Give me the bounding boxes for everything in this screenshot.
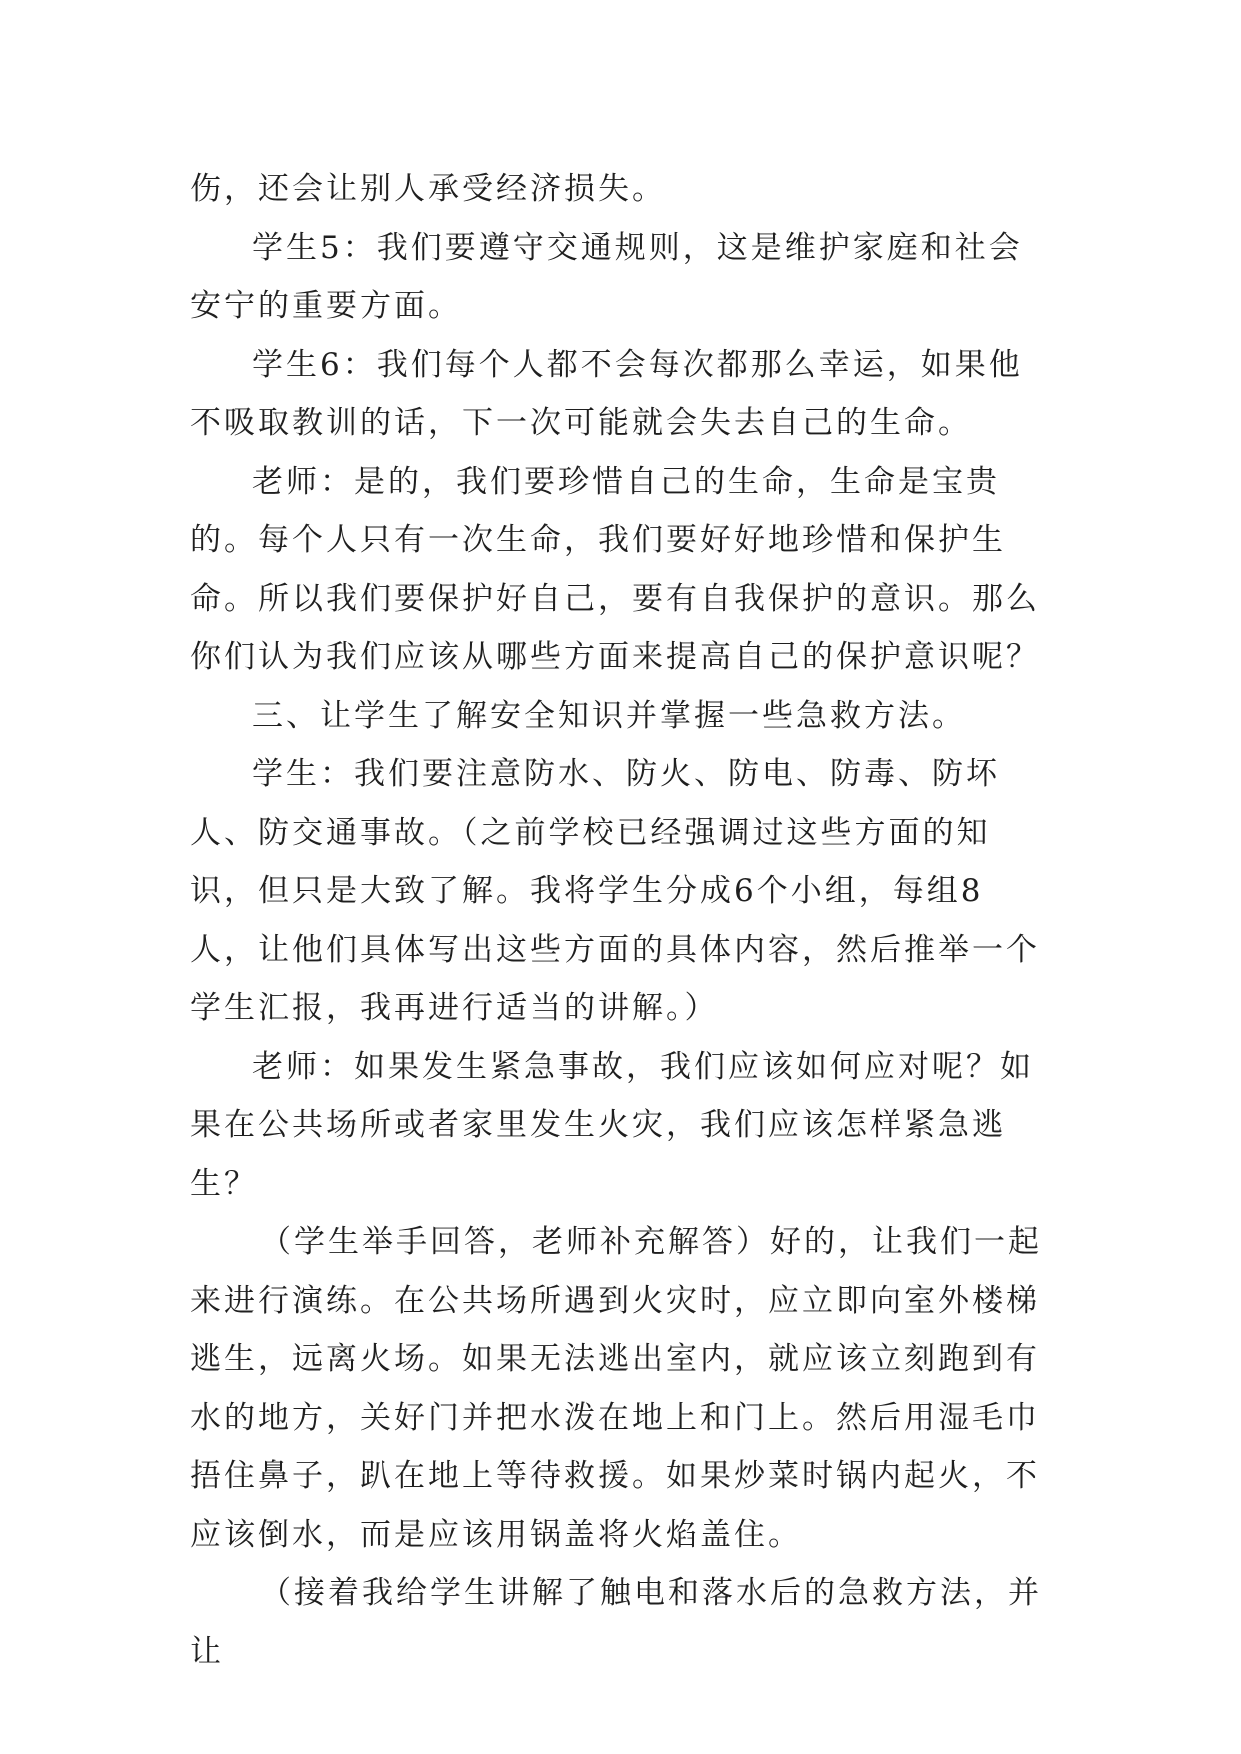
document-body xyxy=(190,160,1050,1681)
paragraph-drill: （学生举手回答，老师补充解答）好的，让我们一起来进行演练。在公共场所遇到火灾时，应立即向室外楼梯逃生，远离火场。如果无法逃出室内，就应该立刻跑到有水的地方，关好门并把水泼在地上和门上。然后用湿毛巾捂住鼻子，趴在地上等待救援。如果炒菜时锅内起火，不应该倒水，而是应该用锅盖将火焰盖住。 xyxy=(190,1224,1042,1553)
paragraph-student-6: 学生6：我们每个人都不会每次都那么幸运，如果他不吸取教训的话，下一次可能就会失去自己的生命。 xyxy=(190,346,1023,441)
paragraph-continuation: 伤，还会让别人承受经济损失。 xyxy=(190,171,666,207)
section-heading-3: 三、让学生了解安全知识并掌握一些急救方法。 xyxy=(252,697,966,734)
paragraph-student-5: 学生5：我们要遵守交通规则，这是维护家庭和社会安宁的重要方面。 xyxy=(190,229,1023,324)
paragraph-first-aid: （接着我给学生讲解了触电和落水后的急救方法，并让 xyxy=(190,1575,1042,1670)
paragraph-teacher-2: 老师：如果发生紧急事故，我们应该如何应对呢？如果在公共场所或者家里发生火灾，我们应该怎样紧急逃生？ xyxy=(190,1048,1034,1202)
paragraph-teacher-1: 老师：是的，我们要珍惜自己的生命，生命是宝贵的。每个人只有一次生命，我们要好好地珍惜和保护生命。所以我们要保护好自己，要有自我保护的意识。那么你们认为我们应该从哪些方面来提高自己的保护意识呢？ xyxy=(190,463,1040,675)
paragraph-student: 学生：我们要注意防水、防火、防电、防毒、防坏人、防交通事故。（之前学校已经强调过这些方面的知识，但只是大致了解。我将学生分成6个小组，每组8人，让他们具体写出这些方面的具体内容，然后推举一个学生汇报，我再进行适当的讲解。） xyxy=(190,756,1040,1026)
